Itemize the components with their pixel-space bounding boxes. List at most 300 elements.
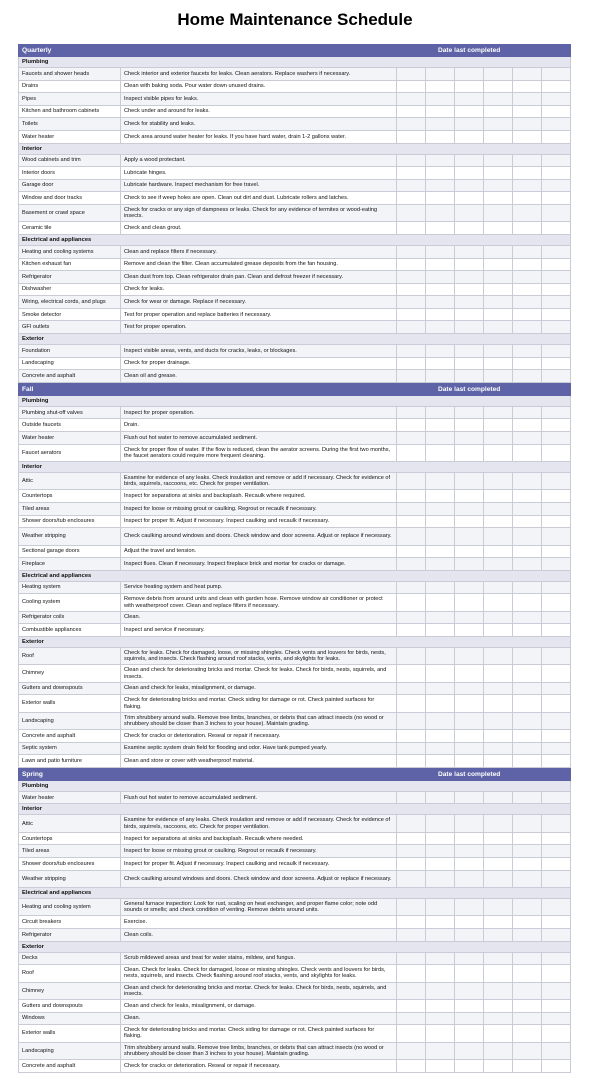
- date-completed-cell[interactable]: [397, 106, 426, 118]
- date-completed-cell[interactable]: [455, 155, 484, 167]
- date-completed-cell[interactable]: [484, 106, 513, 118]
- date-completed-cell[interactable]: [484, 222, 513, 234]
- date-completed-cell[interactable]: [542, 792, 571, 804]
- date-completed-cell[interactable]: [513, 983, 542, 999]
- date-completed-cell[interactable]: [542, 695, 571, 711]
- date-completed-cell[interactable]: [484, 296, 513, 308]
- date-completed-cell[interactable]: [484, 929, 513, 941]
- date-completed-cell[interactable]: [397, 131, 426, 143]
- date-completed-cell[interactable]: [455, 558, 484, 570]
- date-completed-cell[interactable]: [542, 833, 571, 845]
- date-completed-cell[interactable]: [426, 1000, 455, 1012]
- date-completed-cell[interactable]: [397, 296, 426, 308]
- date-completed-cell[interactable]: [513, 345, 542, 357]
- date-completed-cell[interactable]: [455, 528, 484, 544]
- date-completed-cell[interactable]: [455, 516, 484, 528]
- date-completed-cell[interactable]: [426, 1013, 455, 1025]
- date-completed-cell[interactable]: [455, 1013, 484, 1025]
- date-completed-cell[interactable]: [455, 983, 484, 999]
- date-completed-cell[interactable]: [397, 370, 426, 382]
- date-completed-cell[interactable]: [513, 594, 542, 610]
- date-completed-cell[interactable]: [484, 683, 513, 695]
- date-completed-cell[interactable]: [513, 180, 542, 192]
- date-completed-cell[interactable]: [426, 815, 455, 831]
- date-completed-cell[interactable]: [513, 131, 542, 143]
- date-completed-cell[interactable]: [542, 1025, 571, 1041]
- date-completed-cell[interactable]: [397, 683, 426, 695]
- date-completed-cell[interactable]: [513, 916, 542, 928]
- date-completed-cell[interactable]: [513, 755, 542, 767]
- date-completed-cell[interactable]: [397, 358, 426, 370]
- date-completed-cell[interactable]: [542, 730, 571, 742]
- date-completed-cell[interactable]: [397, 871, 426, 887]
- date-completed-cell[interactable]: [455, 1000, 484, 1012]
- date-completed-cell[interactable]: [542, 815, 571, 831]
- date-completed-cell[interactable]: [513, 93, 542, 105]
- date-completed-cell[interactable]: [397, 205, 426, 221]
- date-completed-cell[interactable]: [484, 321, 513, 333]
- date-completed-cell[interactable]: [484, 358, 513, 370]
- date-completed-cell[interactable]: [455, 871, 484, 887]
- date-completed-cell[interactable]: [513, 309, 542, 321]
- date-completed-cell[interactable]: [455, 271, 484, 283]
- date-completed-cell[interactable]: [513, 358, 542, 370]
- date-completed-cell[interactable]: [426, 516, 455, 528]
- date-completed-cell[interactable]: [484, 445, 513, 461]
- date-completed-cell[interactable]: [542, 871, 571, 887]
- date-completed-cell[interactable]: [542, 68, 571, 80]
- date-completed-cell[interactable]: [397, 792, 426, 804]
- date-completed-cell[interactable]: [455, 106, 484, 118]
- date-completed-cell[interactable]: [397, 983, 426, 999]
- date-completed-cell[interactable]: [455, 582, 484, 594]
- date-completed-cell[interactable]: [542, 246, 571, 258]
- date-completed-cell[interactable]: [426, 695, 455, 711]
- date-completed-cell[interactable]: [513, 167, 542, 179]
- date-completed-cell[interactable]: [397, 516, 426, 528]
- date-completed-cell[interactable]: [455, 259, 484, 271]
- date-completed-cell[interactable]: [426, 899, 455, 915]
- date-completed-cell[interactable]: [542, 345, 571, 357]
- date-completed-cell[interactable]: [455, 858, 484, 870]
- date-completed-cell[interactable]: [455, 222, 484, 234]
- date-completed-cell[interactable]: [513, 68, 542, 80]
- date-completed-cell[interactable]: [455, 68, 484, 80]
- date-completed-cell[interactable]: [426, 833, 455, 845]
- date-completed-cell[interactable]: [513, 155, 542, 167]
- date-completed-cell[interactable]: [542, 899, 571, 915]
- date-completed-cell[interactable]: [484, 1060, 513, 1072]
- date-completed-cell[interactable]: [455, 358, 484, 370]
- date-completed-cell[interactable]: [397, 1043, 426, 1059]
- date-completed-cell[interactable]: [397, 665, 426, 681]
- date-completed-cell[interactable]: [484, 370, 513, 382]
- date-completed-cell[interactable]: [397, 345, 426, 357]
- date-completed-cell[interactable]: [484, 916, 513, 928]
- date-completed-cell[interactable]: [542, 503, 571, 515]
- date-completed-cell[interactable]: [484, 192, 513, 204]
- date-completed-cell[interactable]: [513, 246, 542, 258]
- date-completed-cell[interactable]: [397, 155, 426, 167]
- date-completed-cell[interactable]: [542, 929, 571, 941]
- date-completed-cell[interactable]: [426, 528, 455, 544]
- date-completed-cell[interactable]: [513, 546, 542, 558]
- date-completed-cell[interactable]: [426, 871, 455, 887]
- date-completed-cell[interactable]: [426, 345, 455, 357]
- date-completed-cell[interactable]: [426, 665, 455, 681]
- date-completed-cell[interactable]: [397, 582, 426, 594]
- date-completed-cell[interactable]: [513, 271, 542, 283]
- date-completed-cell[interactable]: [484, 899, 513, 915]
- date-completed-cell[interactable]: [542, 407, 571, 419]
- date-completed-cell[interactable]: [455, 118, 484, 130]
- date-completed-cell[interactable]: [455, 755, 484, 767]
- date-completed-cell[interactable]: [484, 713, 513, 729]
- date-completed-cell[interactable]: [484, 1025, 513, 1041]
- date-completed-cell[interactable]: [455, 612, 484, 624]
- date-completed-cell[interactable]: [542, 271, 571, 283]
- date-completed-cell[interactable]: [426, 321, 455, 333]
- date-completed-cell[interactable]: [484, 516, 513, 528]
- date-completed-cell[interactable]: [542, 516, 571, 528]
- date-completed-cell[interactable]: [484, 648, 513, 664]
- date-completed-cell[interactable]: [513, 445, 542, 461]
- date-completed-cell[interactable]: [426, 503, 455, 515]
- date-completed-cell[interactable]: [397, 916, 426, 928]
- date-completed-cell[interactable]: [542, 296, 571, 308]
- date-completed-cell[interactable]: [397, 929, 426, 941]
- date-completed-cell[interactable]: [484, 546, 513, 558]
- date-completed-cell[interactable]: [542, 192, 571, 204]
- date-completed-cell[interactable]: [513, 624, 542, 636]
- date-completed-cell[interactable]: [455, 503, 484, 515]
- date-completed-cell[interactable]: [484, 743, 513, 755]
- date-completed-cell[interactable]: [484, 624, 513, 636]
- date-completed-cell[interactable]: [542, 1000, 571, 1012]
- date-completed-cell[interactable]: [513, 419, 542, 431]
- date-completed-cell[interactable]: [426, 582, 455, 594]
- date-completed-cell[interactable]: [484, 118, 513, 130]
- date-completed-cell[interactable]: [484, 612, 513, 624]
- date-completed-cell[interactable]: [513, 612, 542, 624]
- date-completed-cell[interactable]: [397, 730, 426, 742]
- date-completed-cell[interactable]: [426, 271, 455, 283]
- date-completed-cell[interactable]: [513, 296, 542, 308]
- date-completed-cell[interactable]: [397, 1025, 426, 1041]
- date-completed-cell[interactable]: [484, 419, 513, 431]
- date-completed-cell[interactable]: [542, 1043, 571, 1059]
- date-completed-cell[interactable]: [397, 490, 426, 502]
- date-completed-cell[interactable]: [513, 648, 542, 664]
- date-completed-cell[interactable]: [426, 192, 455, 204]
- date-completed-cell[interactable]: [484, 983, 513, 999]
- date-completed-cell[interactable]: [455, 419, 484, 431]
- date-completed-cell[interactable]: [484, 858, 513, 870]
- date-completed-cell[interactable]: [542, 546, 571, 558]
- date-completed-cell[interactable]: [397, 407, 426, 419]
- date-completed-cell[interactable]: [455, 833, 484, 845]
- date-completed-cell[interactable]: [484, 309, 513, 321]
- date-completed-cell[interactable]: [455, 899, 484, 915]
- date-completed-cell[interactable]: [513, 792, 542, 804]
- date-completed-cell[interactable]: [397, 845, 426, 857]
- date-completed-cell[interactable]: [426, 558, 455, 570]
- date-completed-cell[interactable]: [397, 222, 426, 234]
- date-completed-cell[interactable]: [484, 345, 513, 357]
- date-completed-cell[interactable]: [542, 858, 571, 870]
- date-completed-cell[interactable]: [542, 916, 571, 928]
- date-completed-cell[interactable]: [513, 953, 542, 965]
- date-completed-cell[interactable]: [513, 695, 542, 711]
- date-completed-cell[interactable]: [455, 546, 484, 558]
- date-completed-cell[interactable]: [397, 81, 426, 93]
- date-completed-cell[interactable]: [426, 131, 455, 143]
- date-completed-cell[interactable]: [397, 558, 426, 570]
- date-completed-cell[interactable]: [397, 445, 426, 461]
- date-completed-cell[interactable]: [484, 155, 513, 167]
- date-completed-cell[interactable]: [542, 755, 571, 767]
- date-completed-cell[interactable]: [397, 953, 426, 965]
- date-completed-cell[interactable]: [513, 432, 542, 444]
- date-completed-cell[interactable]: [397, 743, 426, 755]
- date-completed-cell[interactable]: [426, 916, 455, 928]
- date-completed-cell[interactable]: [513, 1013, 542, 1025]
- date-completed-cell[interactable]: [426, 845, 455, 857]
- date-completed-cell[interactable]: [513, 222, 542, 234]
- date-completed-cell[interactable]: [397, 503, 426, 515]
- date-completed-cell[interactable]: [513, 845, 542, 857]
- date-completed-cell[interactable]: [397, 1060, 426, 1072]
- date-completed-cell[interactable]: [513, 490, 542, 502]
- date-completed-cell[interactable]: [513, 528, 542, 544]
- date-completed-cell[interactable]: [513, 1060, 542, 1072]
- date-completed-cell[interactable]: [397, 755, 426, 767]
- date-completed-cell[interactable]: [455, 1025, 484, 1041]
- date-completed-cell[interactable]: [426, 858, 455, 870]
- date-completed-cell[interactable]: [484, 93, 513, 105]
- date-completed-cell[interactable]: [455, 81, 484, 93]
- date-completed-cell[interactable]: [426, 612, 455, 624]
- date-completed-cell[interactable]: [455, 845, 484, 857]
- date-completed-cell[interactable]: [426, 180, 455, 192]
- date-completed-cell[interactable]: [542, 358, 571, 370]
- date-completed-cell[interactable]: [542, 558, 571, 570]
- date-completed-cell[interactable]: [513, 965, 542, 981]
- date-completed-cell[interactable]: [542, 582, 571, 594]
- date-completed-cell[interactable]: [426, 358, 455, 370]
- date-completed-cell[interactable]: [397, 68, 426, 80]
- date-completed-cell[interactable]: [397, 833, 426, 845]
- date-completed-cell[interactable]: [397, 1013, 426, 1025]
- date-completed-cell[interactable]: [426, 743, 455, 755]
- date-completed-cell[interactable]: [397, 259, 426, 271]
- date-completed-cell[interactable]: [542, 432, 571, 444]
- date-completed-cell[interactable]: [513, 192, 542, 204]
- date-completed-cell[interactable]: [397, 648, 426, 664]
- date-completed-cell[interactable]: [426, 730, 455, 742]
- date-completed-cell[interactable]: [513, 582, 542, 594]
- date-completed-cell[interactable]: [455, 916, 484, 928]
- date-completed-cell[interactable]: [542, 93, 571, 105]
- date-completed-cell[interactable]: [455, 473, 484, 489]
- date-completed-cell[interactable]: [542, 106, 571, 118]
- date-completed-cell[interactable]: [426, 81, 455, 93]
- date-completed-cell[interactable]: [426, 755, 455, 767]
- date-completed-cell[interactable]: [513, 407, 542, 419]
- date-completed-cell[interactable]: [426, 624, 455, 636]
- date-completed-cell[interactable]: [455, 246, 484, 258]
- date-completed-cell[interactable]: [513, 899, 542, 915]
- date-completed-cell[interactable]: [397, 528, 426, 544]
- date-completed-cell[interactable]: [426, 1043, 455, 1059]
- date-completed-cell[interactable]: [484, 730, 513, 742]
- date-completed-cell[interactable]: [397, 167, 426, 179]
- date-completed-cell[interactable]: [542, 167, 571, 179]
- date-completed-cell[interactable]: [397, 695, 426, 711]
- date-completed-cell[interactable]: [484, 695, 513, 711]
- date-completed-cell[interactable]: [455, 131, 484, 143]
- date-completed-cell[interactable]: [542, 259, 571, 271]
- date-completed-cell[interactable]: [397, 965, 426, 981]
- date-completed-cell[interactable]: [542, 1013, 571, 1025]
- date-completed-cell[interactable]: [484, 1000, 513, 1012]
- date-completed-cell[interactable]: [455, 432, 484, 444]
- date-completed-cell[interactable]: [455, 665, 484, 681]
- date-completed-cell[interactable]: [426, 155, 455, 167]
- date-completed-cell[interactable]: [455, 648, 484, 664]
- date-completed-cell[interactable]: [397, 93, 426, 105]
- date-completed-cell[interactable]: [455, 192, 484, 204]
- date-completed-cell[interactable]: [455, 965, 484, 981]
- date-completed-cell[interactable]: [426, 118, 455, 130]
- date-completed-cell[interactable]: [484, 833, 513, 845]
- date-completed-cell[interactable]: [397, 546, 426, 558]
- date-completed-cell[interactable]: [542, 473, 571, 489]
- date-completed-cell[interactable]: [513, 81, 542, 93]
- date-completed-cell[interactable]: [513, 284, 542, 296]
- date-completed-cell[interactable]: [426, 222, 455, 234]
- date-completed-cell[interactable]: [484, 407, 513, 419]
- date-completed-cell[interactable]: [484, 432, 513, 444]
- date-completed-cell[interactable]: [455, 1060, 484, 1072]
- date-completed-cell[interactable]: [542, 594, 571, 610]
- date-completed-cell[interactable]: [484, 665, 513, 681]
- date-completed-cell[interactable]: [426, 296, 455, 308]
- date-completed-cell[interactable]: [484, 205, 513, 221]
- date-completed-cell[interactable]: [455, 205, 484, 221]
- date-completed-cell[interactable]: [484, 792, 513, 804]
- date-completed-cell[interactable]: [542, 983, 571, 999]
- date-completed-cell[interactable]: [484, 528, 513, 544]
- date-completed-cell[interactable]: [455, 407, 484, 419]
- date-completed-cell[interactable]: [542, 665, 571, 681]
- date-completed-cell[interactable]: [542, 953, 571, 965]
- date-completed-cell[interactable]: [484, 953, 513, 965]
- date-completed-cell[interactable]: [455, 815, 484, 831]
- date-completed-cell[interactable]: [484, 68, 513, 80]
- date-completed-cell[interactable]: [542, 713, 571, 729]
- date-completed-cell[interactable]: [542, 490, 571, 502]
- date-completed-cell[interactable]: [542, 155, 571, 167]
- date-completed-cell[interactable]: [542, 131, 571, 143]
- date-completed-cell[interactable]: [397, 473, 426, 489]
- date-completed-cell[interactable]: [513, 665, 542, 681]
- date-completed-cell[interactable]: [455, 1043, 484, 1059]
- date-completed-cell[interactable]: [426, 93, 455, 105]
- date-completed-cell[interactable]: [542, 845, 571, 857]
- date-completed-cell[interactable]: [426, 167, 455, 179]
- date-completed-cell[interactable]: [484, 81, 513, 93]
- date-completed-cell[interactable]: [484, 965, 513, 981]
- date-completed-cell[interactable]: [513, 713, 542, 729]
- date-completed-cell[interactable]: [397, 624, 426, 636]
- date-completed-cell[interactable]: [542, 81, 571, 93]
- date-completed-cell[interactable]: [426, 419, 455, 431]
- date-completed-cell[interactable]: [542, 528, 571, 544]
- date-completed-cell[interactable]: [397, 118, 426, 130]
- date-completed-cell[interactable]: [542, 624, 571, 636]
- date-completed-cell[interactable]: [513, 205, 542, 221]
- date-completed-cell[interactable]: [542, 419, 571, 431]
- date-completed-cell[interactable]: [426, 965, 455, 981]
- date-completed-cell[interactable]: [513, 259, 542, 271]
- date-completed-cell[interactable]: [513, 473, 542, 489]
- date-completed-cell[interactable]: [426, 246, 455, 258]
- date-completed-cell[interactable]: [513, 929, 542, 941]
- date-completed-cell[interactable]: [484, 815, 513, 831]
- date-completed-cell[interactable]: [484, 180, 513, 192]
- date-completed-cell[interactable]: [455, 345, 484, 357]
- date-completed-cell[interactable]: [397, 271, 426, 283]
- date-completed-cell[interactable]: [513, 730, 542, 742]
- date-completed-cell[interactable]: [513, 558, 542, 570]
- date-completed-cell[interactable]: [455, 296, 484, 308]
- date-completed-cell[interactable]: [542, 445, 571, 461]
- date-completed-cell[interactable]: [513, 118, 542, 130]
- date-completed-cell[interactable]: [484, 1043, 513, 1059]
- date-completed-cell[interactable]: [426, 432, 455, 444]
- date-completed-cell[interactable]: [513, 516, 542, 528]
- date-completed-cell[interactable]: [484, 473, 513, 489]
- date-completed-cell[interactable]: [542, 205, 571, 221]
- date-completed-cell[interactable]: [484, 271, 513, 283]
- date-completed-cell[interactable]: [513, 1025, 542, 1041]
- date-completed-cell[interactable]: [513, 683, 542, 695]
- date-completed-cell[interactable]: [426, 370, 455, 382]
- date-completed-cell[interactable]: [513, 871, 542, 887]
- date-completed-cell[interactable]: [542, 309, 571, 321]
- date-completed-cell[interactable]: [484, 845, 513, 857]
- date-completed-cell[interactable]: [426, 953, 455, 965]
- date-completed-cell[interactable]: [513, 858, 542, 870]
- date-completed-cell[interactable]: [426, 445, 455, 461]
- date-completed-cell[interactable]: [455, 309, 484, 321]
- date-completed-cell[interactable]: [397, 713, 426, 729]
- date-completed-cell[interactable]: [426, 68, 455, 80]
- date-completed-cell[interactable]: [397, 612, 426, 624]
- date-completed-cell[interactable]: [455, 321, 484, 333]
- date-completed-cell[interactable]: [484, 558, 513, 570]
- date-completed-cell[interactable]: [455, 594, 484, 610]
- date-completed-cell[interactable]: [426, 407, 455, 419]
- date-completed-cell[interactable]: [455, 490, 484, 502]
- date-completed-cell[interactable]: [455, 624, 484, 636]
- date-completed-cell[interactable]: [426, 929, 455, 941]
- date-completed-cell[interactable]: [513, 321, 542, 333]
- date-completed-cell[interactable]: [542, 180, 571, 192]
- date-completed-cell[interactable]: [455, 695, 484, 711]
- date-completed-cell[interactable]: [513, 815, 542, 831]
